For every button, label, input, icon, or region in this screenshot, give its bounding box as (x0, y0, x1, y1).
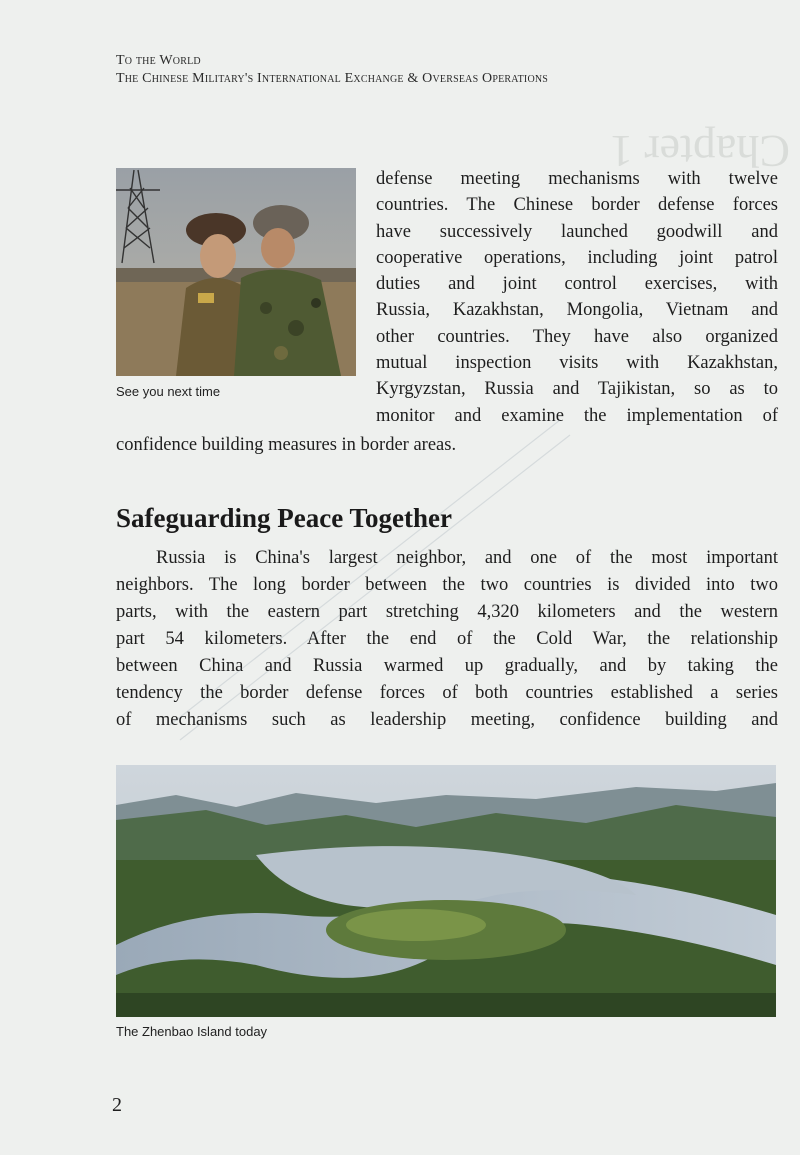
landscape-illustration (116, 765, 776, 1017)
section-heading: Safeguarding Peace Together (116, 503, 452, 533)
paragraph-line: part 54 kilometers. After the end of the Cold War, the relationship (116, 629, 778, 649)
paragraph-last-line: confidence building measures in border areas. (116, 435, 457, 455)
bottom-photo-caption: The Zhenbao Island today (116, 1024, 268, 1039)
column-line: cooperative operations, including joint patrol (376, 247, 778, 268)
body-paragraph (116, 545, 778, 734)
column-line: have successively launched goodwill and (376, 221, 778, 242)
paragraph-line: between China and Russia warmed up gradually, and by taking the (116, 656, 778, 676)
running-head-title: To the World (116, 53, 201, 68)
soldiers-illustration (116, 168, 356, 376)
column-line: Kyrgyzstan, Russia and Tajikistan, so as to (376, 379, 778, 400)
paragraph-line: Russia is China's largest neighbor, and one of the most important (156, 548, 778, 568)
paragraph-line: parts, with the eastern part stretching 4,320 kilometers and the western (116, 602, 778, 622)
paragraph-line: of mechanisms such as leadership meeting, confidence building and (116, 710, 778, 730)
column-line: mutual inspection visits with Kazakhstan, (376, 353, 778, 374)
photo-zhenbao-island (116, 765, 776, 1017)
column-line: defense meeting mechanisms with twelve (376, 169, 778, 189)
paragraph-line: tendency the border defense forces of both countries established a series (116, 683, 778, 703)
column-line: monitor and examine the implementation of (376, 405, 778, 426)
column-line: duties and joint control exercises, with (376, 274, 778, 295)
column-line: Russia, Kazakhstan, Mongolia, Vietnam and (376, 300, 778, 321)
paragraph-line: neighbors. The long border between the two countries is divided into two (116, 575, 778, 595)
column-line: countries. The Chinese border defense forces (376, 195, 778, 216)
bleed-through-text: Chapter 1 (609, 126, 790, 177)
top-photo-caption: See you next time (116, 384, 221, 399)
photo-soldiers-embracing (116, 168, 356, 376)
running-head (116, 52, 548, 88)
page-number: 2 (112, 1094, 122, 1116)
running-head-subtitle: The Chinese Military's International Exchange & Overseas Operations (116, 71, 549, 86)
column-line: other countries. They have also organized (376, 326, 778, 347)
column-text (376, 166, 778, 429)
